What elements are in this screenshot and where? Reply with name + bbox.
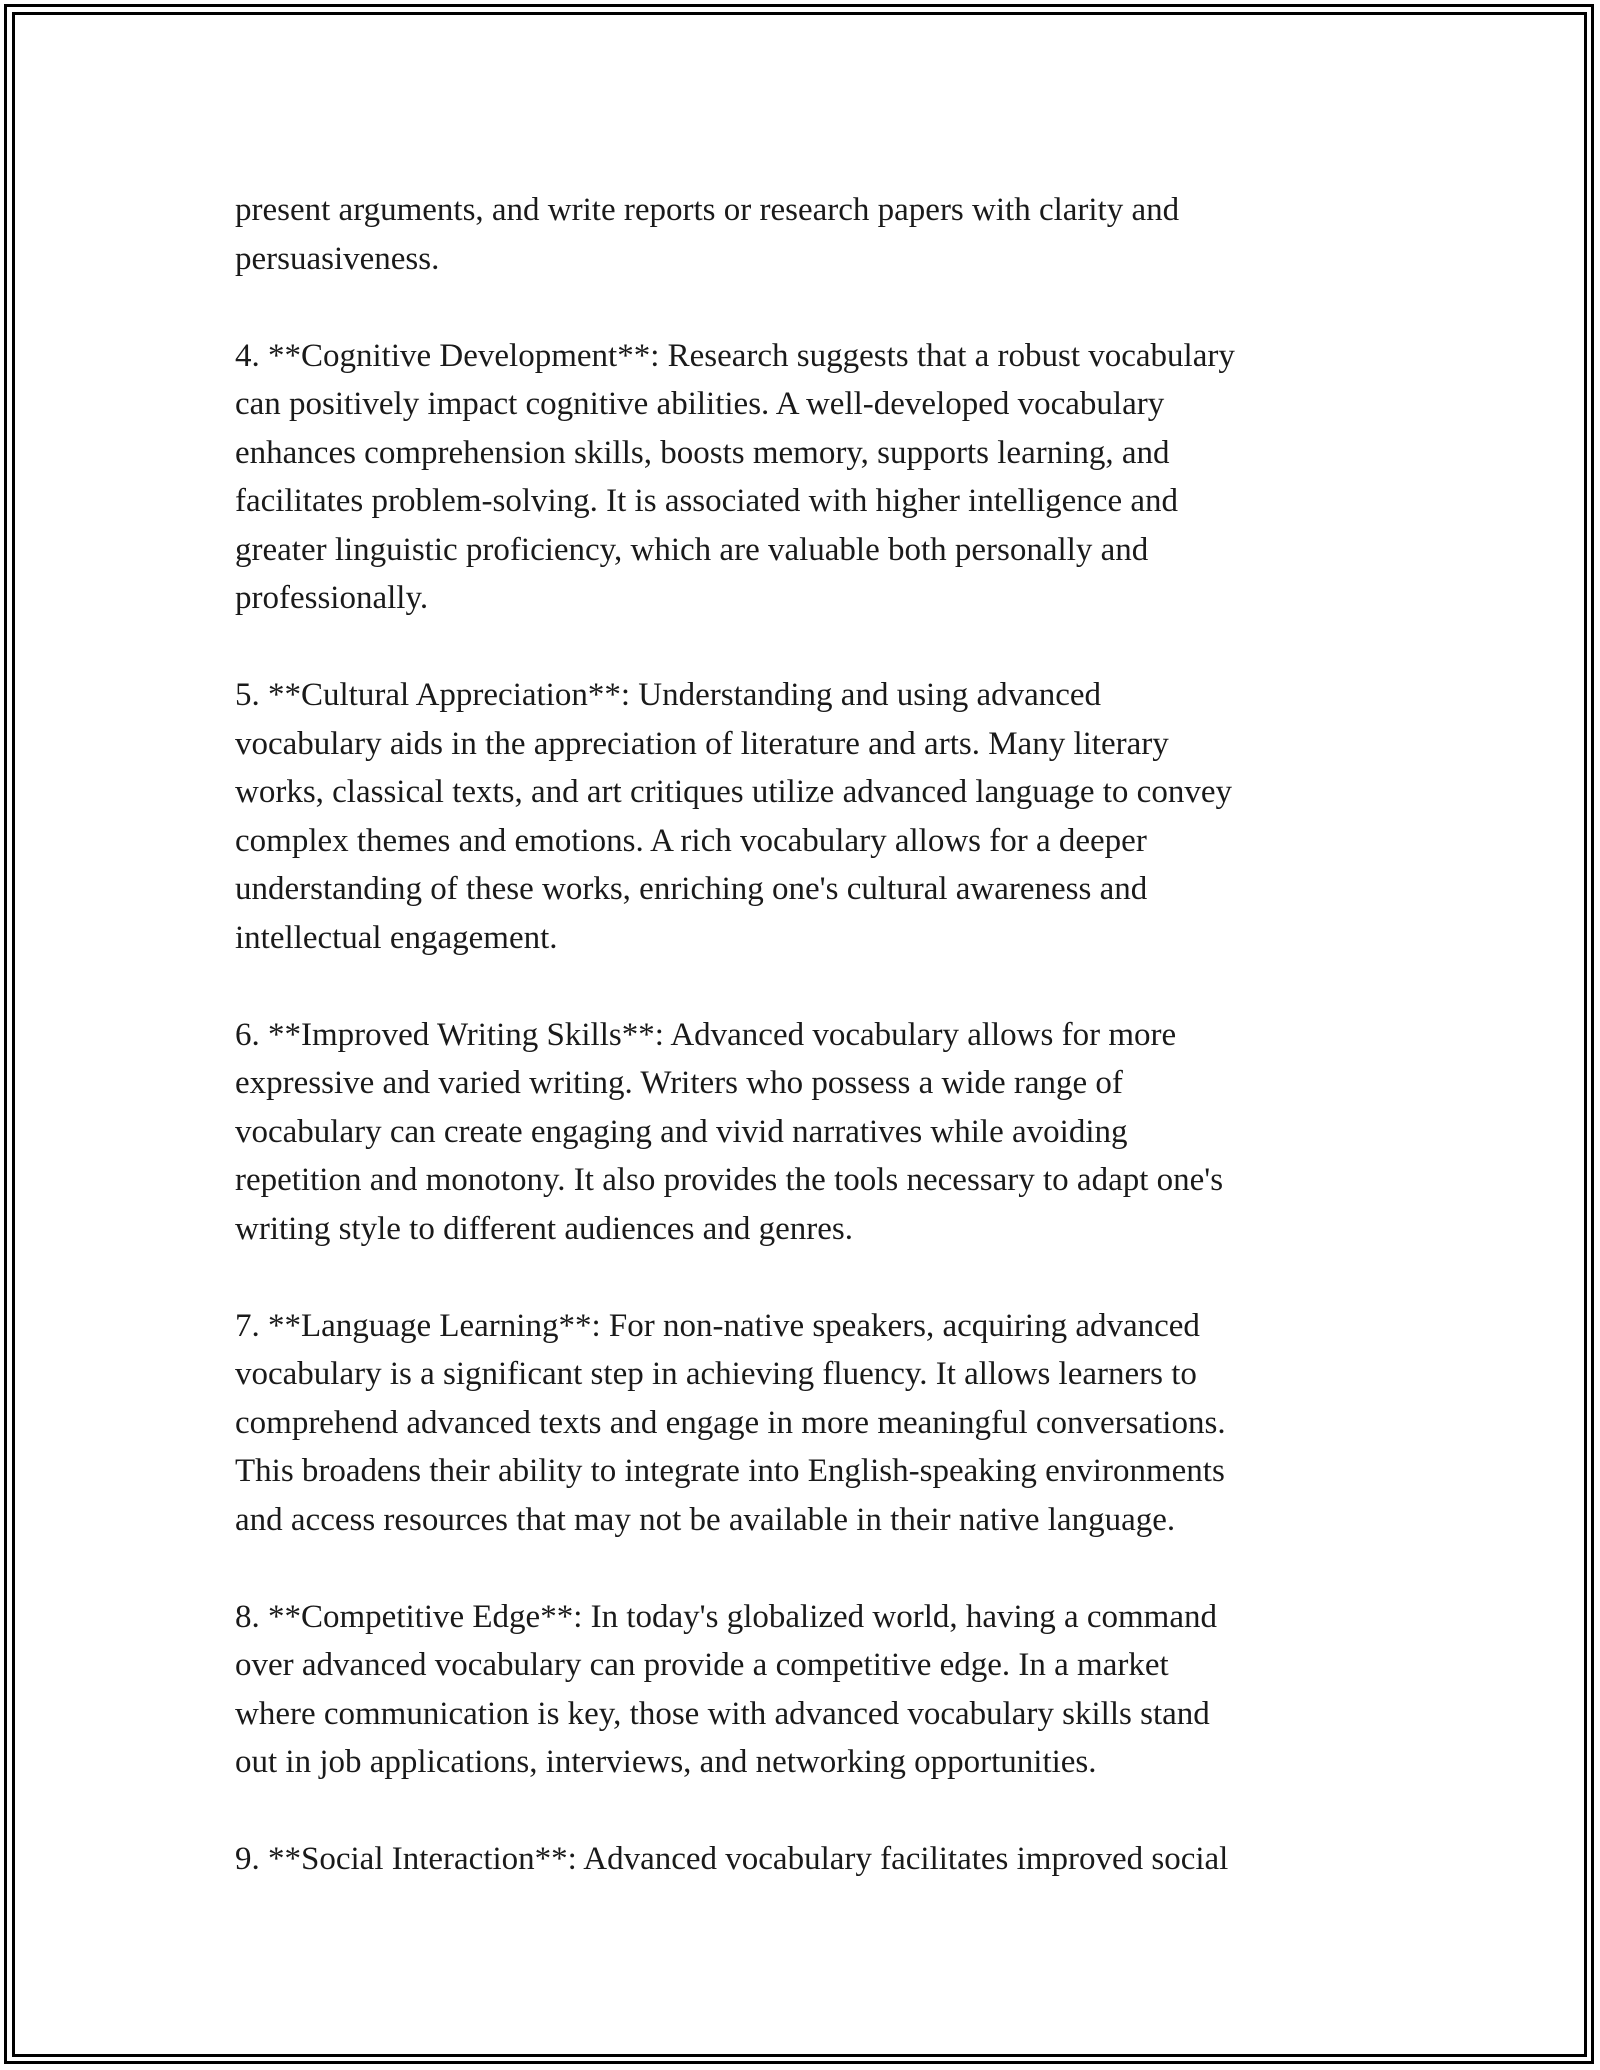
text-line: intellectual engagement. — [235, 919, 558, 956]
text-line: repetition and monotony. It also provides the tools necessary to adapt one's — [235, 1162, 1224, 1198]
text-line: understanding of these works, enriching one's cultural awareness and — [235, 871, 1148, 907]
text-line: This broadens their ability to integrate into English-speaking environments — [235, 1453, 1225, 1489]
text-line: enhances comprehension skills, boosts memory, supports learning, and — [235, 434, 1170, 471]
text-line: facilitates problem-solving. It is associated with higher intelligence and — [235, 483, 1178, 519]
paragraph-competitive-edge — [235, 1593, 1365, 1787]
text-line: 8. **Competitive Edge**: In today's globalized world, having a command — [235, 1598, 1217, 1635]
text-line: works, classical texts, and art critiques utilize advanced language to convey — [235, 774, 1232, 810]
paragraph-continuation — [235, 186, 1365, 283]
text-line: 7. **Language Learning**: For non-native speakers, acquiring advanced — [235, 1307, 1200, 1344]
text-line: comprehend advanced texts and engage in more meaningful conversations. — [235, 1404, 1226, 1441]
text-line: persuasiveness. — [235, 240, 440, 277]
text-line: out in job applications, interviews, and networking opportunities. — [235, 1744, 1097, 1780]
document-body — [235, 186, 1365, 1884]
paragraph-cultural-appreciation — [235, 671, 1365, 962]
text-line: 6. **Improved Writing Skills**: Advanced vocabulary allows for more — [235, 1016, 1177, 1053]
paragraph-cognitive-development — [235, 332, 1365, 623]
paragraph-social-interaction — [235, 1835, 1365, 1884]
text-line: greater linguistic proficiency, which are valuable both personally and — [235, 531, 1149, 568]
paragraph-improved-writing-skills — [235, 1011, 1365, 1254]
text-line: vocabulary is a significant step in achieving fluency. It allows learners to — [235, 1356, 1197, 1392]
text-line: present arguments, and write reports or research papers with clarity and — [235, 192, 1180, 228]
text-line: can positively impact cognitive abilities. A well-developed vocabulary — [235, 386, 1165, 422]
text-line: expressive and varied writing. Writers who possess a wide range of — [235, 1065, 1123, 1101]
text-line: 5. **Cultural Appreciation**: Understanding and using advanced — [235, 677, 1102, 713]
paragraph-language-learning — [235, 1302, 1365, 1545]
text-line: professionally. — [235, 580, 429, 616]
text-line: 9. **Social Interaction**: Advanced vocabulary facilitates improved social — [235, 1841, 1229, 1877]
text-line: where communication is key, those with advanced vocabulary skills stand — [235, 1695, 1210, 1732]
text-line: complex themes and emotions. A rich vocabulary allows for a deeper — [235, 822, 1147, 859]
text-line: over advanced vocabulary can provide a competitive edge. In a market — [235, 1647, 1169, 1683]
text-line: writing style to different audiences and genres. — [235, 1210, 853, 1247]
text-line: and access resources that may not be available in their native language. — [235, 1501, 1176, 1538]
text-line: 4. **Cognitive Development**: Research suggests that a robust vocabulary — [235, 337, 1235, 374]
text-line: vocabulary can create engaging and vivid narratives while avoiding — [235, 1113, 1128, 1150]
text-line: vocabulary aids in the appreciation of literature and arts. Many literary — [235, 725, 1169, 762]
